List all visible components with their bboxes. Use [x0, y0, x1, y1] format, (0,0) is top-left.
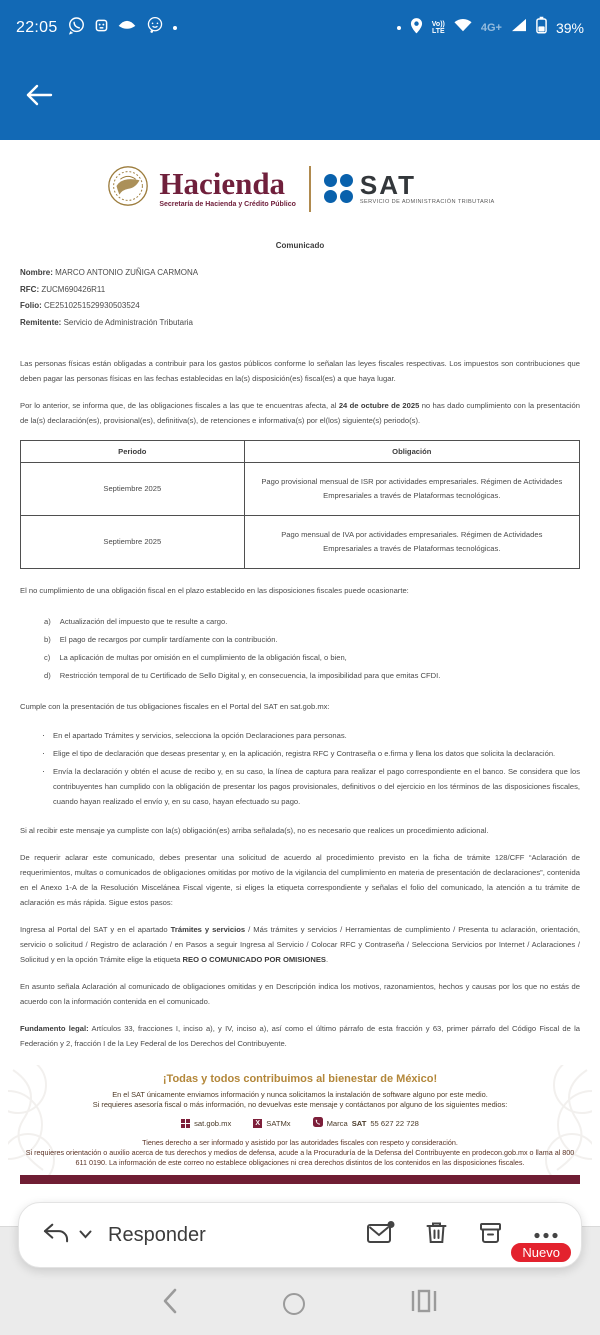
footer-slogan: ¡Todas y todos contribuimos al bienestar de México!: [162, 1073, 438, 1085]
list-item: · Elige el tipo de declaración que deseas presentar y, en la aplicación, registra RFC y Contraseña o e.firma y llena los datos que solicita la declaración.: [42, 748, 556, 758]
battery-percent-label: 39%: [555, 19, 584, 36]
status-bar: [0, 0, 600, 55]
footer-rights-line: Si requieres orientación o auxilio acerca de tus derechos y medios de defensa, acude a la Procuraduría de la Defensa del Contribuyente en prodecon.gob.mx o llama al 800 611 0190. La información de este correo no establece obligaciones ni crea derechos distintos de los contenidos en las disposiciones fiscales.: [25, 1148, 575, 1167]
mark-unread-button[interactable]: [366, 1220, 395, 1250]
list-item: a) Actualización del impuesto que te resulte a cargo.: [44, 617, 228, 626]
consequences-list: [44, 614, 580, 683]
document-footer: [20, 1065, 580, 1184]
field-folio: Folio: CE2510251529930503524: [20, 301, 140, 310]
list-item: · Envía la declaración y obtén el acuse de recibo y, en su caso, la línea de captura para realizar el pago correspondiente en el banco. Se considera que los contribuyentes han cumplido con la obligación de presentar los pagos provisionales, definitivos o del ejercicio en los términos de las disposiciones fiscales, cuando hayan realizado el envío y, en su caso, hayan efectuado su pago.: [42, 766, 580, 806]
nav-home-button[interactable]: [283, 1293, 305, 1315]
letterhead: [20, 140, 580, 215]
app-header: [0, 55, 600, 140]
volte-indicator: Vo)) LTE: [431, 20, 445, 35]
paragraph-notice: Por lo anterior, se informa que, de las obligaciones fiscales a las que te encuentras afecta, al 24 de octubre de 2025 no has dado cumplimiento con la presentación de la(s) declaración(es), provisional(es), definitiva(s), de retenciones e informativa(s) por el(los) siguiente(s) periodo(s).: [20, 401, 580, 425]
footer-maroon-bar: [20, 1175, 580, 1184]
column-header-obligacion: Obligación: [244, 441, 579, 463]
paragraph-fundamento: Fundamento legal: Artículos 33, fracciones I, inciso a), y IV, inciso a), así como el último párrafo de esta fracción y 63, primer párrafo del Código Fiscal de la Federación y 2, fracción I de la Ley Federal de los Derechos del Contribuyente.: [20, 1024, 580, 1048]
obligations-table: [20, 440, 580, 569]
nav-back-button[interactable]: [162, 1288, 178, 1319]
paragraph-portal-steps: Ingresa al Portal del SAT y en el apartado Trámites y servicios / Más trámites y servicios / Herramientas de cumplimiento / Presenta tu aclaración, orientación, servicio o solicitud / Registro de aclaración / en Pasos a seguir Ingresa al Servicio / Colocar RFC y Contraseña / Selecciona Servicios por Internet / Aclaraciones / Solicitud y en la opción Trámite elige la etiqueta REO O COMUNICADO POR OMISIONES.: [20, 925, 580, 964]
footer-rights-line: Tienes derecho a ser informado y asistido por las autoridades fiscales con respeto y consideración.: [142, 1138, 458, 1147]
steps-intro: Cumple con la presentación de tus obligaciones fiscales en el Portal del SAT en sat.gob.mx:: [20, 702, 330, 711]
location-icon: [410, 17, 423, 39]
table-header-row: [21, 441, 580, 463]
list-item: c) La aplicación de multas por omisión en el cumplimiento de la obligación fiscal, o bien,: [44, 653, 347, 662]
notification-dot-icon: [397, 26, 401, 30]
paragraph-asunto: En asunto señala Aclaración al comunicado de obligaciones omitidas y en Descripción indica los motivos, razonamientos, hechos y causas por los que no estás de acuerdo con la información contenida en el comunicado.: [20, 982, 580, 1006]
cell-obligacion: Pago mensual de IVA por actividades empresariales. Régimen de Actividades Empresariales a través de Plataformas tecnológicas.: [244, 516, 579, 569]
steps-list: [42, 728, 580, 809]
battery-icon: [536, 16, 547, 39]
sat-circles-icon: [324, 174, 353, 203]
footer-contacts: [20, 1117, 580, 1129]
logo-divider: [309, 166, 311, 212]
hacienda-eagle-icon: [105, 162, 151, 215]
contact-phone[interactable]: Marca SAT 55 627 22 728: [313, 1117, 419, 1129]
contact-x-account[interactable]: X SATMx: [253, 1119, 290, 1128]
app-notification-icon: [95, 19, 108, 37]
list-item: d) Restricción temporal de tu Certificado de Sello Digital y, en consecuencia, la imposibilidad para que emitas CFDI.: [44, 671, 441, 680]
sat-logo: [324, 169, 495, 205]
sat-subtitle: SERVICIO DE ADMINISTRACIÓN TRIBUTARIA: [359, 198, 495, 205]
cell-obligacion: Pago provisional mensual de ISR por actividades empresariales. Régimen de Actividades Empresariales a través de Plataformas tecnológicas.: [244, 463, 579, 516]
paragraph-no-action: Si al recibir este mensaje ya cumpliste con la(s) obligación(es) arriba señalada(s), no es necesario que realices un procedimiento adicional.: [20, 826, 489, 835]
notification-dot-icon: [173, 26, 177, 30]
nuevo-badge: Nuevo: [509, 1241, 573, 1264]
reply-options-chevron-icon[interactable]: [79, 1226, 92, 1244]
paragraph-intro: Las personas físicas están obligadas a contribuir para los gastos públicos conforme lo señalan las leyes fiscales respectivas. Los impuestos son contribuciones que deben pagar las personas físicas en las fechas establecidas en la(s) disposición(es) fiscal(es) a que haya lugar.: [20, 359, 580, 383]
whatsapp-icon: [67, 16, 86, 40]
back-arrow-icon[interactable]: [24, 83, 54, 112]
footer-notice-line: Si requieres asesoría fiscal o más información, no devuelvas este mensaje y contáctanos por alguno de los siguientes medios:: [92, 1100, 508, 1109]
list-item: · En el apartado Trámites y servicios, selecciona la opción Declaraciones para personas.: [42, 730, 347, 740]
archive-button[interactable]: [478, 1220, 503, 1250]
field-rfc: RFC: ZUCM690426R11: [20, 284, 106, 294]
x-social-icon: X: [253, 1119, 262, 1128]
reply-button[interactable]: [41, 1221, 206, 1250]
nav-recents-button[interactable]: [410, 1289, 438, 1318]
waze-icon: [146, 16, 164, 39]
contact-website[interactable]: sat.gob.mx: [181, 1119, 231, 1128]
consequences-intro: El no cumplimiento de una obligación fiscal en el plazo establecido en las disposiciones fiscales puede ocasionarte:: [20, 586, 409, 595]
table-row: [21, 516, 580, 569]
cell-periodo: Septiembre 2025: [21, 516, 245, 569]
hacienda-wordmark: Hacienda: [159, 166, 286, 201]
delete-button[interactable]: [425, 1220, 448, 1250]
field-remitente: Remitente: Servicio de Administración Tributaria: [20, 317, 193, 327]
reply-arrow-icon: [41, 1221, 71, 1250]
column-header-periodo: Periodo: [21, 441, 245, 463]
wifi-icon: [454, 18, 472, 37]
hacienda-subtitle: Secretaría de Hacienda y Crédito Público: [159, 201, 296, 208]
field-nombre: Nombre: MARCO ANTONIO ZUÑIGA CARMONA: [20, 268, 199, 277]
eye-icon: [117, 18, 137, 37]
signal-strength-icon: [511, 18, 527, 37]
network-type-label: 4G+: [480, 21, 502, 34]
hacienda-logo: [105, 162, 296, 215]
footer-notice-line: En el SAT únicamente enviamos información y nunca solicitamos la instalación de software alguno por este medio.: [112, 1090, 488, 1099]
system-navigation-bar: [0, 1272, 600, 1335]
cell-periodo: Septiembre 2025: [21, 463, 245, 516]
email-document: [0, 140, 600, 1184]
paragraph-clarify: De requerir aclarar este comunicado, debes presentar una solicitud de acuerdo al procedimiento previsto en la ficha de trámite 128/CFF “Aclaración de requerimientos, multas o comunicados de obligaciones omitidas por motivo de la vigilancia del cumplimiento en materia de presentación de declaraciones”, contenida en el Anexo 1-A de la Resolución Miscelánea Fiscal vigente, si eliges la etiqueta correspondiente y señalas el folio del comunicado, la atención a tu trámite de aclaración es más rápida. Sigue estos pasos:: [20, 853, 580, 907]
reply-label: Responder: [108, 1223, 206, 1246]
clock: 22:05: [16, 18, 58, 36]
website-grid-icon: [181, 1119, 190, 1128]
sat-wordmark: SAT: [359, 169, 416, 200]
phone-icon: [313, 1117, 323, 1129]
email-action-bar: [18, 1202, 582, 1268]
table-row: [21, 463, 580, 516]
list-item: b) El pago de recargos por cumplir tardíamente con la contribución.: [44, 635, 278, 644]
document-title: Comunicado: [275, 241, 325, 250]
